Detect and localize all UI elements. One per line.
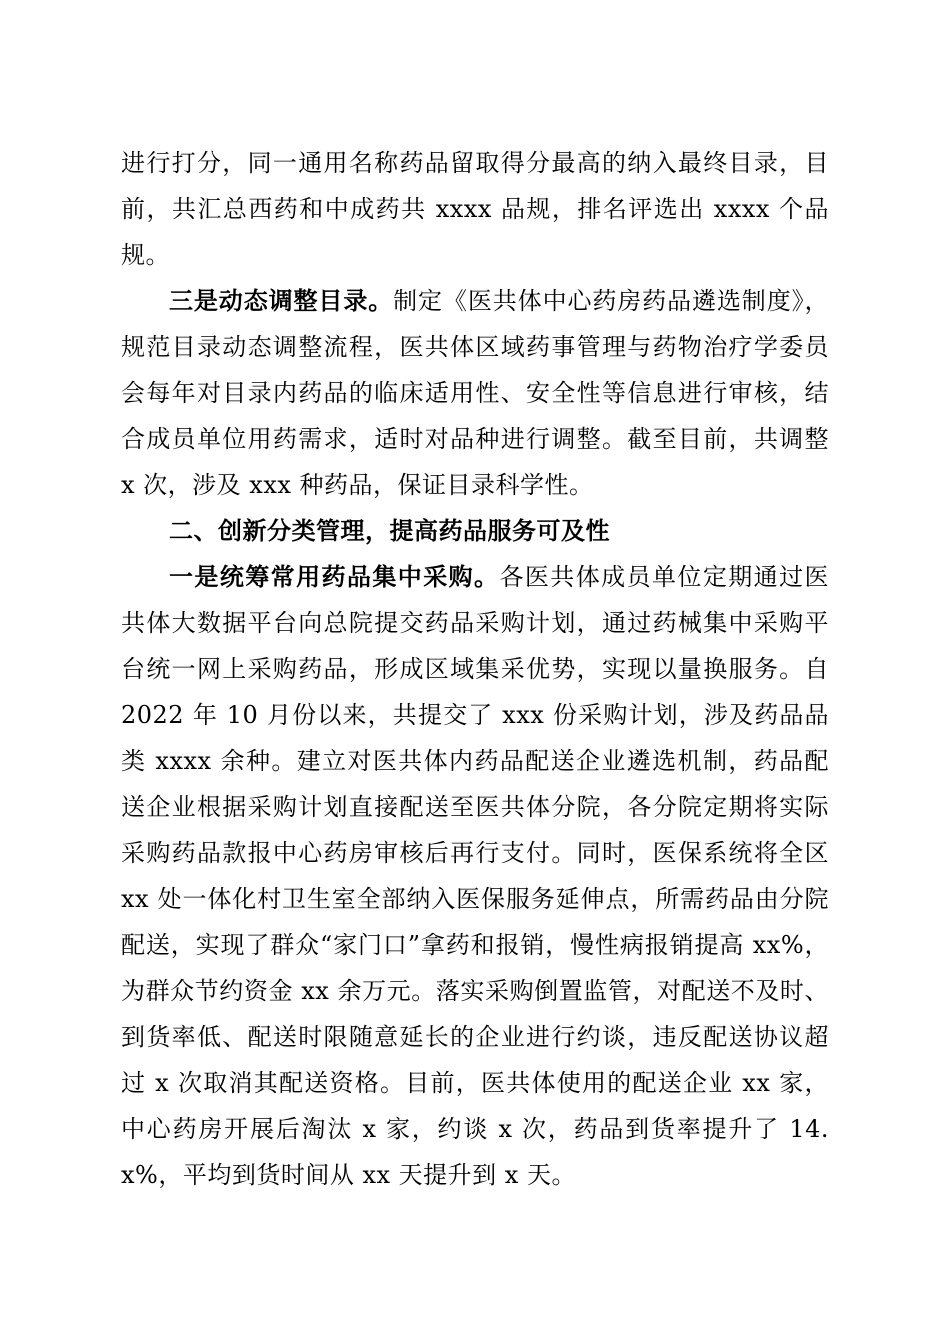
paragraph-text: 进行打分，同一通用名称药品留取得分最高的纳入最终目录，目前，共汇总西药和中成药共 xxxx 品规，排名评选出 xxxx 个品规。 <box>121 149 829 269</box>
section-heading: 二、创新分类管理，提高药品服务可及性 <box>169 517 610 545</box>
paragraph-centralized-procurement <box>121 554 829 1198</box>
paragraph-continuation <box>121 140 829 278</box>
paragraph-text: 各医共体成员单位定期通过医共体大数据平台向总院提交药品采购计划，通过药械集中采购平台统一网上采购药品，形成区域集采优势，实现以量换服务。自 2022 年 10 月份以来，共提交了 xxx 份采购计划，涉及药品品类 xxxx 余种。建立对医共体内药品配送企业遴选机制，药品配送企业根据采购计划直接配送至医共体分院，各分院定期将实际采购药品款报中心药房审核后再行支付。同时，医保系统将全区 xx 处一体化村卫生室全部纳入医保服务延伸点，所需药品由分院配送，实现了群众“家门口”拿药和报销，慢性病报销提高 xx%，为群众节约资金 xx 余万元。落实采购倒置监管，对配送不及时、到货率低、配送时限随意延长的企业进行约谈，违反配送协议超过 x 次取消其配送资格。目前，医共体使用的配送企业 xx 家，中心药房开展后淘汰 x 家，约谈 x 次，药品到货率提升了 14. x%，平均到货时间从 xx 天提升到 x 天。 <box>121 563 830 1189</box>
paragraph-dynamic-adjustment <box>121 278 829 508</box>
document-body <box>121 140 829 1198</box>
paragraph-text: 制定《医共体中心药房药品遴选制度》，规范目录动态调整流程，医共体区域药事管理与药物治疗学委员会每年对目录内药品的临床适用性、安全性等信息进行审核，结合成员单位用药需求，适时对品种进行调整。截至目前，共调整 x 次，涉及 xxx 种药品，保证目录科学性。 <box>121 287 830 499</box>
paragraph-lead: 一是统筹常用药品集中采购。 <box>169 562 500 591</box>
paragraph-lead: 三是动态调整目录。 <box>169 286 394 315</box>
